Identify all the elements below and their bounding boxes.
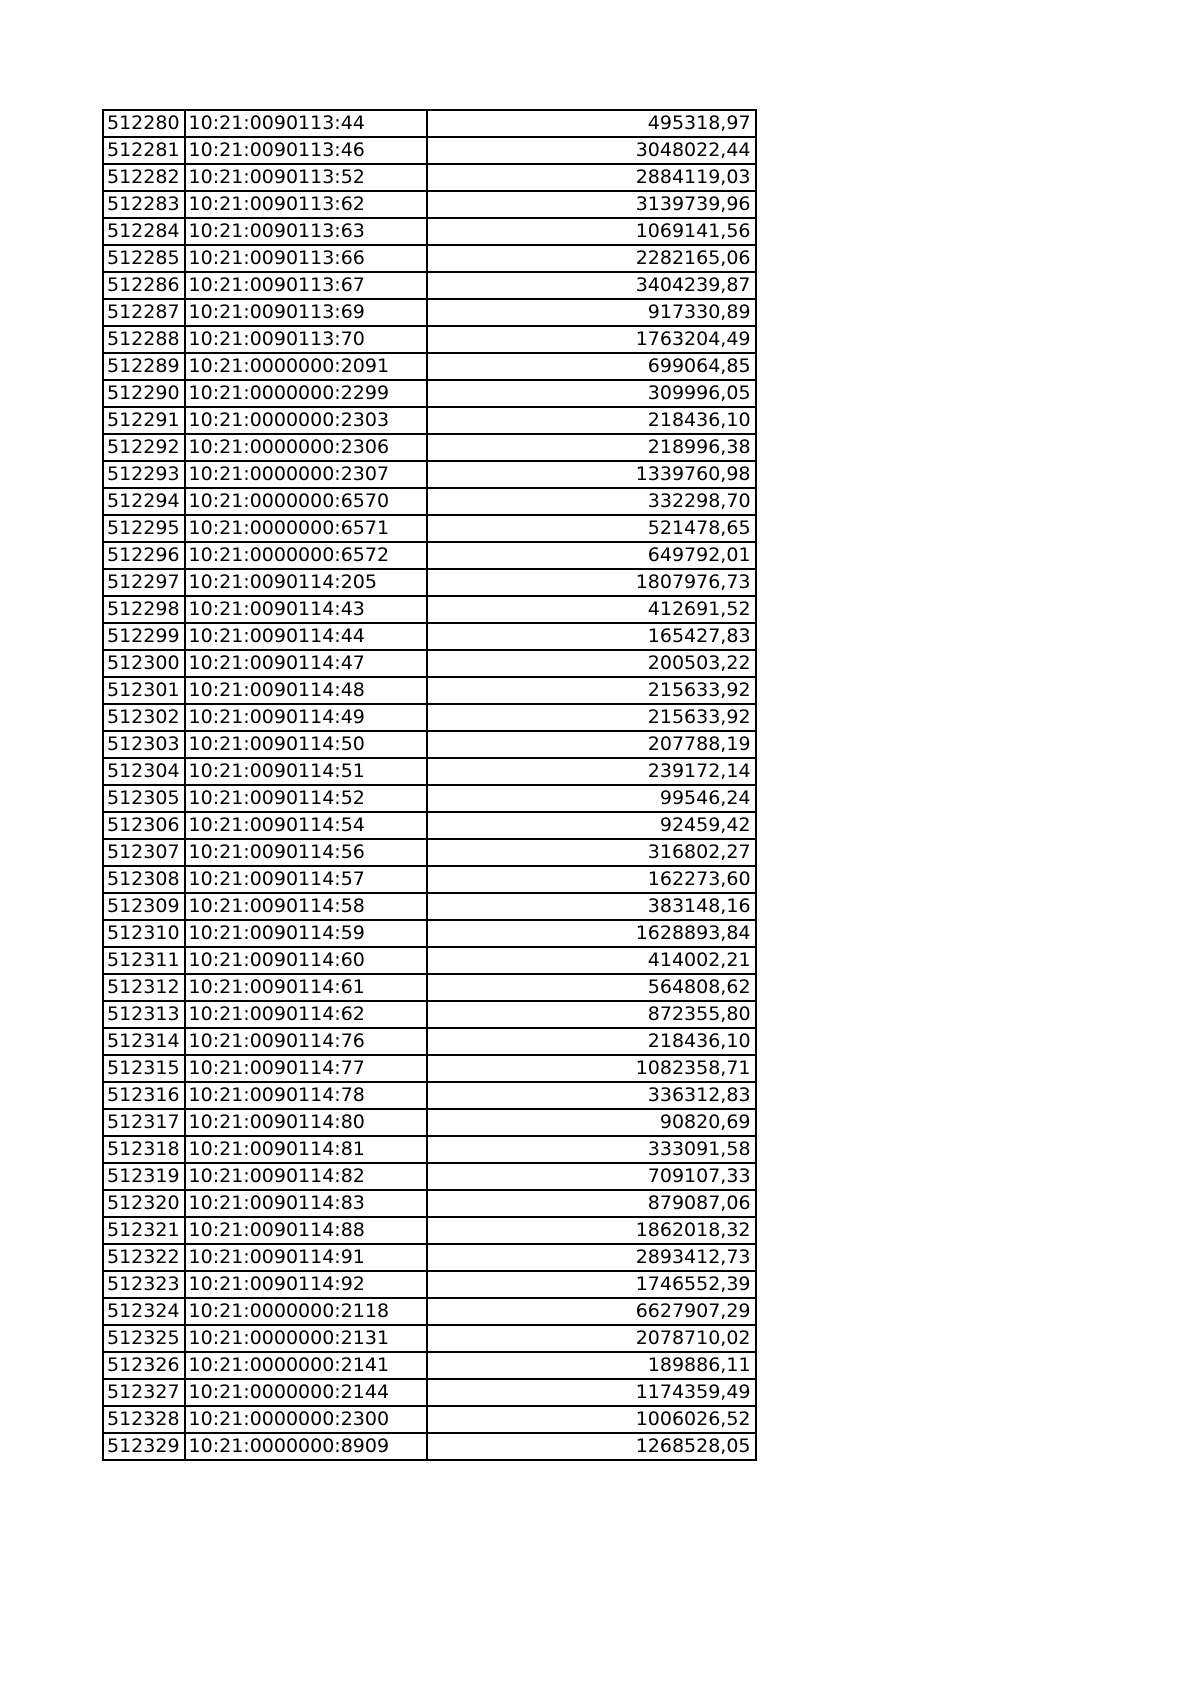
table-row [103,353,756,380]
row-number-cell: 512298 [103,596,185,623]
value-cell: 2078710,02 [427,1325,756,1352]
table-row [103,137,756,164]
row-number-cell: 512327 [103,1379,185,1406]
cadastral-number-cell: 10:21:0090114:54 [185,812,427,839]
table-row [103,731,756,758]
table-row [103,299,756,326]
cadastral-number-cell: 10:21:0090113:62 [185,191,427,218]
table-row [103,1136,756,1163]
value-cell: 215633,92 [427,704,756,731]
value-cell: 2884119,03 [427,164,756,191]
row-number-cell: 512280 [103,110,185,137]
row-number-cell: 512296 [103,542,185,569]
table-row [103,1082,756,1109]
row-number-cell: 512324 [103,1298,185,1325]
cadastral-number-cell: 10:21:0000000:2307 [185,461,427,488]
table-row [103,1109,756,1136]
row-number-cell: 512326 [103,1352,185,1379]
table-row [103,1163,756,1190]
cadastral-number-cell: 10:21:0000000:6571 [185,515,427,542]
table-row [103,1271,756,1298]
cadastral-number-cell: 10:21:0090114:62 [185,1001,427,1028]
table-row [103,326,756,353]
table-body [103,110,756,1460]
value-cell: 564808,62 [427,974,756,1001]
value-cell: 2893412,73 [427,1244,756,1271]
table-row [103,623,756,650]
row-number-cell: 512297 [103,569,185,596]
value-cell: 215633,92 [427,677,756,704]
value-cell: 1763204,49 [427,326,756,353]
table-row [103,839,756,866]
table-row [103,812,756,839]
row-number-cell: 512316 [103,1082,185,1109]
row-number-cell: 512281 [103,137,185,164]
row-number-cell: 512317 [103,1109,185,1136]
cadastral-number-cell: 10:21:0090114:57 [185,866,427,893]
table-row [103,1190,756,1217]
row-number-cell: 512312 [103,974,185,1001]
value-cell: 1082358,71 [427,1055,756,1082]
value-cell: 218996,38 [427,434,756,461]
table-row [103,380,756,407]
value-cell: 872355,80 [427,1001,756,1028]
row-number-cell: 512314 [103,1028,185,1055]
value-cell: 332298,70 [427,488,756,515]
cadastral-number-cell: 10:21:0090114:205 [185,569,427,596]
table-row [103,650,756,677]
cadastral-number-cell: 10:21:0090114:47 [185,650,427,677]
value-cell: 412691,52 [427,596,756,623]
value-cell: 495318,97 [427,110,756,137]
value-cell: 239172,14 [427,758,756,785]
table-row [103,920,756,947]
table-row [103,1352,756,1379]
value-cell: 1174359,49 [427,1379,756,1406]
value-cell: 218436,10 [427,1028,756,1055]
row-number-cell: 512307 [103,839,185,866]
table-row [103,434,756,461]
table-row [103,974,756,1001]
value-cell: 162273,60 [427,866,756,893]
value-cell: 709107,33 [427,1163,756,1190]
cadastral-number-cell: 10:21:0090114:58 [185,893,427,920]
cadastral-number-cell: 10:21:0090114:59 [185,920,427,947]
cadastral-number-cell: 10:21:0090114:50 [185,731,427,758]
cadastral-number-cell: 10:21:0090114:83 [185,1190,427,1217]
value-cell: 200503,22 [427,650,756,677]
table-row [103,1244,756,1271]
table-row [103,1433,756,1460]
table-row [103,218,756,245]
value-cell: 3048022,44 [427,137,756,164]
cadastral-number-cell: 10:21:0090114:43 [185,596,427,623]
table-row [103,893,756,920]
cadastral-number-cell: 10:21:0000000:2131 [185,1325,427,1352]
cadastral-number-cell: 10:21:0000000:2091 [185,353,427,380]
cadastral-number-cell: 10:21:0090114:88 [185,1217,427,1244]
value-cell: 92459,42 [427,812,756,839]
table-row [103,164,756,191]
value-cell: 1268528,05 [427,1433,756,1460]
table-row [103,1217,756,1244]
value-cell: 207788,19 [427,731,756,758]
cadastral-number-cell: 10:21:0000000:2306 [185,434,427,461]
cadastral-number-cell: 10:21:0090114:61 [185,974,427,1001]
row-number-cell: 512302 [103,704,185,731]
row-number-cell: 512285 [103,245,185,272]
row-number-cell: 512328 [103,1406,185,1433]
value-cell: 1006026,52 [427,1406,756,1433]
value-cell: 2282165,06 [427,245,756,272]
value-cell: 414002,21 [427,947,756,974]
cadastral-number-cell: 10:21:0090113:70 [185,326,427,353]
row-number-cell: 512291 [103,407,185,434]
row-number-cell: 512306 [103,812,185,839]
row-number-cell: 512323 [103,1271,185,1298]
cadastral-number-cell: 10:21:0090113:66 [185,245,427,272]
cadastral-number-cell: 10:21:0090113:44 [185,110,427,137]
value-cell: 1069141,56 [427,218,756,245]
value-cell: 189886,11 [427,1352,756,1379]
row-number-cell: 512283 [103,191,185,218]
row-number-cell: 512325 [103,1325,185,1352]
value-cell: 333091,58 [427,1136,756,1163]
cadastral-number-cell: 10:21:0000000:2299 [185,380,427,407]
table-row [103,866,756,893]
row-number-cell: 512286 [103,272,185,299]
value-cell: 1746552,39 [427,1271,756,1298]
value-cell: 649792,01 [427,542,756,569]
row-number-cell: 512295 [103,515,185,542]
row-number-cell: 512322 [103,1244,185,1271]
cadastral-number-cell: 10:21:0000000:6572 [185,542,427,569]
value-cell: 521478,65 [427,515,756,542]
value-cell: 917330,89 [427,299,756,326]
row-number-cell: 512311 [103,947,185,974]
cadastral-number-cell: 10:21:0090113:63 [185,218,427,245]
value-cell: 1339760,98 [427,461,756,488]
cadastral-number-cell: 10:21:0090114:60 [185,947,427,974]
row-number-cell: 512289 [103,353,185,380]
cadastral-number-cell: 10:21:0090113:67 [185,272,427,299]
cadastral-number-cell: 10:21:0090114:82 [185,1163,427,1190]
value-cell: 99546,24 [427,785,756,812]
table-row [103,515,756,542]
table-row [103,245,756,272]
cadastral-number-cell: 10:21:0090114:81 [185,1136,427,1163]
value-cell: 1628893,84 [427,920,756,947]
table-row [103,677,756,704]
table-row [103,461,756,488]
data-table [102,109,757,1461]
row-number-cell: 512319 [103,1163,185,1190]
table-row [103,542,756,569]
cadastral-number-cell: 10:21:0090114:76 [185,1028,427,1055]
row-number-cell: 512284 [103,218,185,245]
cadastral-number-cell: 10:21:0090114:56 [185,839,427,866]
row-number-cell: 512318 [103,1136,185,1163]
table-row [103,1055,756,1082]
value-cell: 336312,83 [427,1082,756,1109]
table-row [103,758,756,785]
value-cell: 3139739,96 [427,191,756,218]
table-row [103,272,756,299]
table-row [103,407,756,434]
cadastral-number-cell: 10:21:0090113:69 [185,299,427,326]
cadastral-number-cell: 10:21:0090114:49 [185,704,427,731]
table-row [103,110,756,137]
table-row [103,1028,756,1055]
row-number-cell: 512293 [103,461,185,488]
value-cell: 699064,85 [427,353,756,380]
row-number-cell: 512300 [103,650,185,677]
cadastral-number-cell: 10:21:0090113:52 [185,164,427,191]
table-row [103,1325,756,1352]
value-cell: 1807976,73 [427,569,756,596]
table-row [103,704,756,731]
row-number-cell: 512288 [103,326,185,353]
table-row [103,569,756,596]
cadastral-number-cell: 10:21:0090114:78 [185,1082,427,1109]
cadastral-number-cell: 10:21:0000000:2144 [185,1379,427,1406]
row-number-cell: 512301 [103,677,185,704]
value-cell: 90820,69 [427,1109,756,1136]
cadastral-number-cell: 10:21:0000000:2118 [185,1298,427,1325]
cadastral-number-cell: 10:21:0000000:2300 [185,1406,427,1433]
value-cell: 316802,27 [427,839,756,866]
row-number-cell: 512304 [103,758,185,785]
cadastral-number-cell: 10:21:0090114:91 [185,1244,427,1271]
row-number-cell: 512305 [103,785,185,812]
row-number-cell: 512309 [103,893,185,920]
row-number-cell: 512313 [103,1001,185,1028]
value-cell: 309996,05 [427,380,756,407]
row-number-cell: 512308 [103,866,185,893]
cadastral-number-cell: 10:21:0000000:2303 [185,407,427,434]
cadastral-number-cell: 10:21:0090114:80 [185,1109,427,1136]
cadastral-number-cell: 10:21:0000000:6570 [185,488,427,515]
row-number-cell: 512315 [103,1055,185,1082]
value-cell: 1862018,32 [427,1217,756,1244]
value-cell: 218436,10 [427,407,756,434]
row-number-cell: 512329 [103,1433,185,1460]
cadastral-number-cell: 10:21:0090114:51 [185,758,427,785]
row-number-cell: 512303 [103,731,185,758]
value-cell: 6627907,29 [427,1298,756,1325]
table-row [103,1406,756,1433]
cadastral-number-cell: 10:21:0090114:44 [185,623,427,650]
cadastral-number-cell: 10:21:0090113:46 [185,137,427,164]
value-cell: 383148,16 [427,893,756,920]
cadastral-number-cell: 10:21:0000000:2141 [185,1352,427,1379]
row-number-cell: 512294 [103,488,185,515]
table-row [103,1001,756,1028]
table-row [103,1298,756,1325]
cadastral-number-cell: 10:21:0090114:48 [185,677,427,704]
table-row [103,488,756,515]
row-number-cell: 512320 [103,1190,185,1217]
table-row [103,191,756,218]
row-number-cell: 512310 [103,920,185,947]
row-number-cell: 512287 [103,299,185,326]
cadastral-number-cell: 10:21:0090114:77 [185,1055,427,1082]
value-cell: 165427,83 [427,623,756,650]
row-number-cell: 512290 [103,380,185,407]
value-cell: 879087,06 [427,1190,756,1217]
table-row [103,947,756,974]
value-cell: 3404239,87 [427,272,756,299]
row-number-cell: 512299 [103,623,185,650]
row-number-cell: 512292 [103,434,185,461]
row-number-cell: 512282 [103,164,185,191]
table-row [103,1379,756,1406]
cadastral-number-cell: 10:21:0090114:92 [185,1271,427,1298]
cadastral-number-cell: 10:21:0090114:52 [185,785,427,812]
table-row [103,785,756,812]
row-number-cell: 512321 [103,1217,185,1244]
cadastral-number-cell: 10:21:0000000:8909 [185,1433,427,1460]
table-row [103,596,756,623]
